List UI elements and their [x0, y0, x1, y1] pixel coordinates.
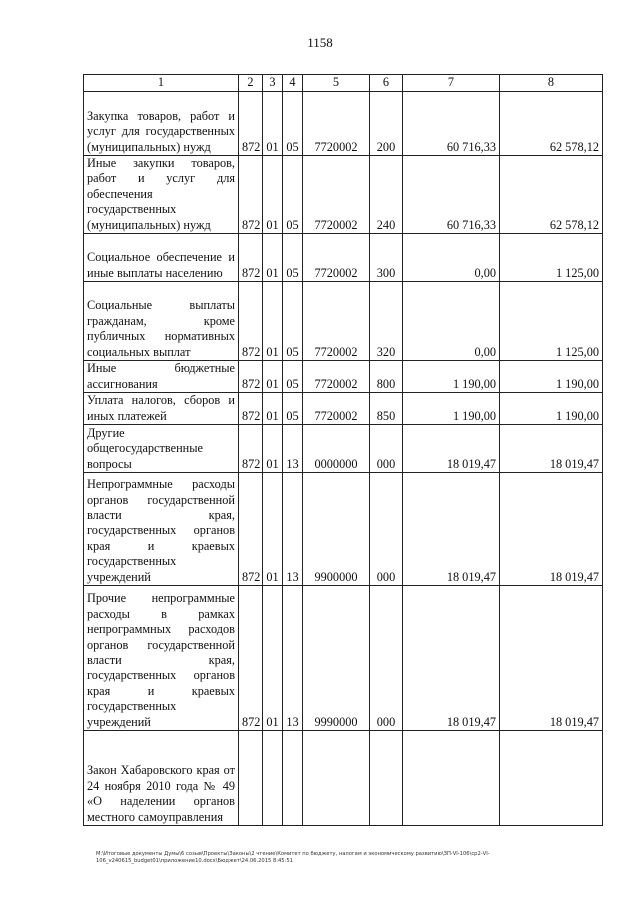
row-code-cell: 800 [370, 361, 403, 393]
row-code-cell: 05 [283, 234, 303, 282]
row-name-cell: Социальные выплаты гражданам, кроме публичных нормативных социальных выплат [84, 282, 239, 361]
budget-table [83, 74, 603, 826]
column-header: 2 [239, 75, 263, 92]
row-code-cell: 872 [239, 234, 263, 282]
row-code-cell: 000 [370, 425, 403, 473]
row-code-cell: 0000000 [303, 425, 370, 473]
row-code-cell: 9990000 [303, 586, 370, 731]
document-path-footer [96, 851, 616, 865]
table-row [84, 282, 603, 361]
row-code-cell: 850 [370, 393, 403, 425]
footer-line: 106_v240615_budget01\приложение10.docx\Бюджет\24.06.2015 8:45:51 [96, 858, 293, 864]
row-code-cell: 01 [263, 425, 283, 473]
table-row [84, 425, 603, 473]
row-amount-cell: 1 190,00 [500, 393, 603, 425]
row-code-cell: 01 [263, 234, 283, 282]
row-code-cell [283, 731, 303, 826]
row-code-cell: 05 [283, 393, 303, 425]
row-code-cell: 05 [283, 92, 303, 156]
row-amount-cell: 0,00 [403, 282, 500, 361]
row-code-cell: 872 [239, 361, 263, 393]
table-row [84, 361, 603, 393]
row-code-cell: 7720002 [303, 282, 370, 361]
row-amount-cell: 18 019,47 [500, 425, 603, 473]
row-code-cell: 13 [283, 473, 303, 586]
row-name-cell: Непрограммные расходы органов государственной власти края, государственных органов края и краевых государственных учреждений [84, 473, 239, 586]
row-code-cell: 7720002 [303, 361, 370, 393]
page-number: 1158 [307, 35, 333, 50]
row-code-cell: 05 [283, 156, 303, 234]
row-amount-cell: 0,00 [403, 234, 500, 282]
table-row [84, 92, 603, 156]
row-amount-cell: 1 190,00 [403, 361, 500, 393]
row-code-cell: 9900000 [303, 473, 370, 586]
row-code-cell: 01 [263, 586, 283, 731]
row-code-cell: 7720002 [303, 393, 370, 425]
row-code-cell [370, 731, 403, 826]
row-code-cell [303, 731, 370, 826]
row-amount-cell: 18 019,47 [403, 473, 500, 586]
row-amount-cell: 60 716,33 [403, 92, 500, 156]
row-code-cell: 872 [239, 282, 263, 361]
column-header: 8 [500, 75, 603, 92]
row-code-cell: 200 [370, 92, 403, 156]
row-amount-cell: 18 019,47 [403, 425, 500, 473]
row-code-cell: 13 [283, 425, 303, 473]
row-amount-cell [500, 731, 603, 826]
row-amount-cell: 1 190,00 [403, 393, 500, 425]
row-amount-cell [403, 731, 500, 826]
table-row [84, 393, 603, 425]
row-name-cell: Прочие непрограммные расходы в рамках непрограммных расходов органов государственной власти края, государственных органов края и краевых государственных учреждений [84, 586, 239, 731]
footer-line: M:\Итоговые документы Думы\6 созыв\Проекты\Законы\2 чтение\Комитет по бюджету, налогам и экономическому развитию\ЗП-VI-106\ср2-VI- [96, 851, 490, 857]
row-code-cell: 7720002 [303, 156, 370, 234]
row-amount-cell: 18 019,47 [403, 586, 500, 731]
row-code-cell: 320 [370, 282, 403, 361]
table-row [84, 234, 603, 282]
row-amount-cell: 62 578,12 [500, 156, 603, 234]
column-header: 6 [370, 75, 403, 92]
row-amount-cell: 60 716,33 [403, 156, 500, 234]
row-name-cell: Социальное обеспечение и иные выплаты населению [84, 234, 239, 282]
row-code-cell: 872 [239, 393, 263, 425]
table-row [84, 586, 603, 731]
row-code-cell: 01 [263, 361, 283, 393]
row-name-cell: Иные закупки товаров, работ и услуг для обеспечения государственных (муниципальных) нужд [84, 156, 239, 234]
column-header: 4 [283, 75, 303, 92]
row-name-cell: Другие общегосударственные вопросы [84, 425, 239, 473]
row-code-cell: 000 [370, 586, 403, 731]
row-code-cell: 872 [239, 473, 263, 586]
row-code-cell: 05 [283, 282, 303, 361]
row-name-cell: Уплата налогов, сборов и иных платежей [84, 393, 239, 425]
column-header: 7 [403, 75, 500, 92]
row-amount-cell: 1 125,00 [500, 282, 603, 361]
row-name-cell: Иные бюджетные ассигнования [84, 361, 239, 393]
row-code-cell: 872 [239, 92, 263, 156]
column-header: 1 [84, 75, 239, 92]
row-code-cell [263, 731, 283, 826]
row-amount-cell: 62 578,12 [500, 92, 603, 156]
row-code-cell: 872 [239, 586, 263, 731]
table-header-row [84, 75, 603, 92]
row-code-cell: 13 [283, 586, 303, 731]
row-code-cell: 01 [263, 92, 283, 156]
row-code-cell: 01 [263, 473, 283, 586]
row-name-cell: Закупка товаров, работ и услуг для государственных (муниципальных) нужд [84, 92, 239, 156]
row-code-cell: 300 [370, 234, 403, 282]
table-row [84, 156, 603, 234]
row-code-cell: 240 [370, 156, 403, 234]
row-amount-cell: 1 125,00 [500, 234, 603, 282]
row-amount-cell: 18 019,47 [500, 586, 603, 731]
row-code-cell: 7720002 [303, 234, 370, 282]
row-code-cell: 01 [263, 156, 283, 234]
row-code-cell: 000 [370, 473, 403, 586]
row-code-cell: 7720002 [303, 92, 370, 156]
column-header: 5 [303, 75, 370, 92]
row-code-cell: 872 [239, 156, 263, 234]
table-row [84, 731, 603, 826]
column-header: 3 [263, 75, 283, 92]
row-code-cell: 05 [283, 361, 303, 393]
row-name-cell: Закон Хабаровского края от 24 ноября 2010 года № 49 «О наделении органов местного самоуправления [84, 731, 239, 826]
table-row [84, 473, 603, 586]
row-amount-cell: 1 190,00 [500, 361, 603, 393]
row-code-cell [239, 731, 263, 826]
row-code-cell: 872 [239, 425, 263, 473]
row-code-cell: 01 [263, 393, 283, 425]
row-code-cell: 01 [263, 282, 283, 361]
row-amount-cell: 18 019,47 [500, 473, 603, 586]
